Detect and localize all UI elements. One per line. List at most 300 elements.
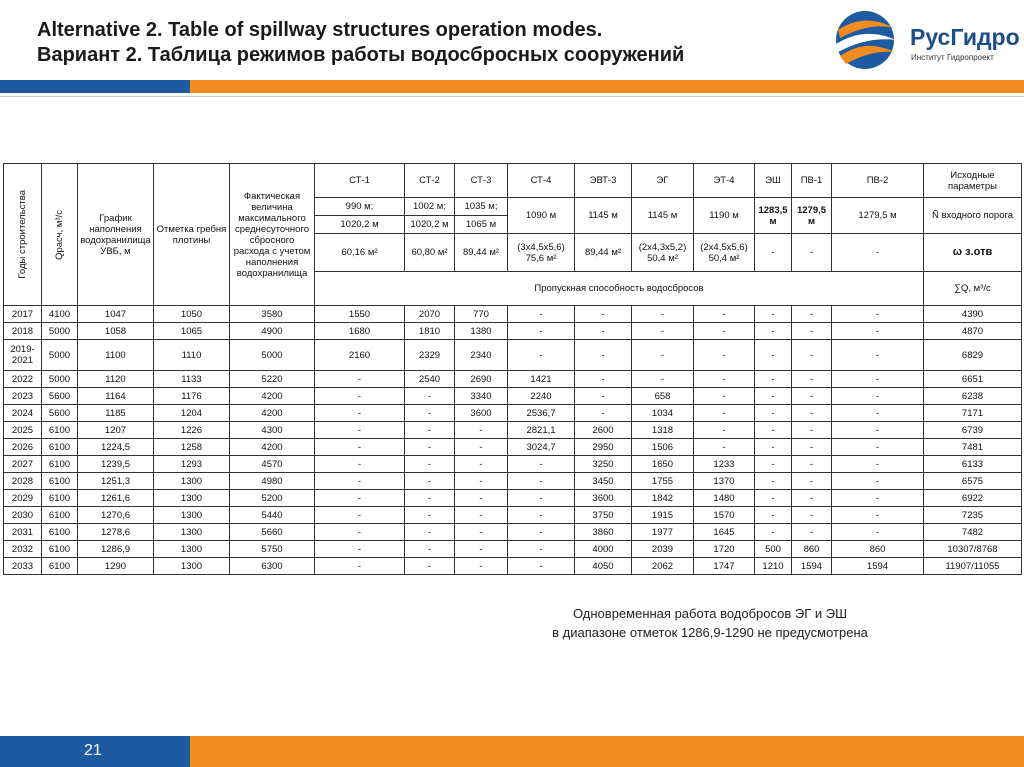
table-cell: 1224,5 [78,439,154,456]
table-cell: 1239,5 [78,456,154,473]
st2-header: СТ-2 [405,164,455,198]
esh-header: ЭШ [755,164,792,198]
st1-header: СТ-1 [315,164,405,198]
table-cell: - [575,388,632,405]
table-cell: 4200 [230,405,315,422]
table-cell: - [508,306,575,323]
table-cell: - [755,306,792,323]
pv2-area: - [832,234,924,272]
table-cell: 3250 [575,456,632,473]
table-cell: 4300 [230,422,315,439]
footnote-line-1: Одновременная работа водобросов ЭГ и ЭШ [572,606,848,621]
table-cell: - [455,490,508,507]
table-cell: 1110 [154,340,230,371]
table-cell: - [792,388,832,405]
table-cell: - [832,456,924,473]
table-cell: 5440 [230,507,315,524]
table-cell: 2025 [4,422,42,439]
table-cell: 5000 [230,340,315,371]
table-cell: 6238 [924,388,1022,405]
pv2-header: ПВ-2 [832,164,924,198]
table-cell: - [405,473,455,490]
table-cell: 1226 [154,422,230,439]
table-cell: 5220 [230,371,315,388]
table-cell: 6100 [42,473,78,490]
table-cell: - [315,507,405,524]
col-schedule-header: График наполнения водохранилища УВБ, м [78,164,154,306]
params-header: Исходные параметры [924,164,1022,198]
table-cell: - [832,439,924,456]
table-cell: - [755,524,792,541]
st1-area: 60,16 м² [315,234,405,272]
table-cell: - [632,371,694,388]
globe-logo-icon [830,8,900,72]
table-cell: 5200 [230,490,315,507]
table-cell: - [315,541,405,558]
table-cell: 1233 [694,456,755,473]
table-cell: - [405,507,455,524]
table-cell: - [792,473,832,490]
table-cell: - [508,490,575,507]
params-elev: Ñ входного порога [924,198,1022,234]
table-cell: 860 [832,541,924,558]
table-row [4,306,1022,323]
table-cell: 11907/11055 [924,558,1022,575]
table-cell: 10307/8768 [924,541,1022,558]
table-cell: - [755,371,792,388]
col-crest-header: Отметка гребня плотины [154,164,230,306]
header-color-bar [0,80,1024,93]
eg-header: ЭГ [632,164,694,198]
table-cell: 4900 [230,323,315,340]
table-cell: - [315,405,405,422]
table-cell: - [832,507,924,524]
table-cell: - [755,507,792,524]
table-cell: 6133 [924,456,1022,473]
table-cell: 2821,1 [508,422,575,439]
table-cell: 2240 [508,388,575,405]
table-cell: 7481 [924,439,1022,456]
table-cell: 770 [455,306,508,323]
table-cell: 2026 [4,439,42,456]
table-cell: - [405,388,455,405]
table-row [4,323,1022,340]
table-cell: - [315,490,405,507]
table-cell: - [832,388,924,405]
table-cell: - [694,388,755,405]
table-cell: - [508,558,575,575]
table-cell: - [315,388,405,405]
table-cell: 2029 [4,490,42,507]
eg-elev: 1145 м [632,198,694,234]
table-cell: 6100 [42,439,78,456]
table-row [4,507,1022,524]
table-cell: - [315,524,405,541]
col-year-header: Годы строительства [4,164,42,306]
table-cell: 1370 [694,473,755,490]
table-cell: 2070 [405,306,455,323]
table-cell: 5660 [230,524,315,541]
table-cell: 7235 [924,507,1022,524]
table-row [4,541,1022,558]
table-cell: - [755,439,792,456]
table-cell: 3024,7 [508,439,575,456]
evt3-area: 89,44 м² [575,234,632,272]
table-cell: - [315,422,405,439]
table-cell: - [792,524,832,541]
table-cell: 4200 [230,439,315,456]
table-cell: - [694,306,755,323]
table-cell: 1293 [154,456,230,473]
table-cell: 4870 [924,323,1022,340]
table-cell: 2690 [455,371,508,388]
table-cell: 6575 [924,473,1022,490]
table-cell: 5000 [42,340,78,371]
table-cell: - [405,541,455,558]
table-cell: 2329 [405,340,455,371]
table-cell: 2039 [632,541,694,558]
table-cell: - [508,473,575,490]
table-cell: 6100 [42,422,78,439]
table-cell: 1133 [154,371,230,388]
table-cell: - [755,340,792,371]
table-cell: - [792,306,832,323]
st4-area: (3х4,5х5,6) 75,6 м² [508,234,575,272]
table-cell: 1300 [154,541,230,558]
slide-title [37,18,684,68]
eg-area: (2х4,3х5,2) 50,4 м² [632,234,694,272]
table-cell: 3600 [455,405,508,422]
st4-elev: 1090 м [508,198,575,234]
table-row [4,524,1022,541]
table-cell: - [694,405,755,422]
col-actual-header: Фактическая величина максимального среднесуточного сбросного расхода с учетом наполнения водохранилища [230,164,315,306]
table-cell: 1278,6 [78,524,154,541]
spillway-modes-table [3,163,1022,575]
table-cell: - [755,456,792,473]
table-cell: - [508,507,575,524]
table-row [4,558,1022,575]
table-cell: - [792,323,832,340]
et4-elev: 1190 м [694,198,755,234]
table-cell: 4980 [230,473,315,490]
table-cell: 1210 [755,558,792,575]
table-cell: 5600 [42,405,78,422]
table-cell: 6739 [924,422,1022,439]
table-cell: 1300 [154,524,230,541]
table-cell: 4200 [230,388,315,405]
table-cell: - [405,524,455,541]
table-cell: 860 [792,541,832,558]
table-cell: - [508,323,575,340]
esh-area: - [755,234,792,272]
table-cell: - [832,490,924,507]
table-cell: - [508,456,575,473]
table-cell: 1480 [694,490,755,507]
table-cell: 2160 [315,340,405,371]
table-cell: - [832,340,924,371]
table-cell: - [405,405,455,422]
table-cell: 1300 [154,507,230,524]
table-cell: - [455,439,508,456]
table-cell: 1300 [154,490,230,507]
table-cell: 1251,3 [78,473,154,490]
table-cell: 6100 [42,558,78,575]
table-cell: 1594 [792,558,832,575]
table-cell: 3600 [575,490,632,507]
table-cell: 2536,7 [508,405,575,422]
table-cell: - [632,323,694,340]
pv1-header: ПВ-1 [792,164,832,198]
st3-elev1: 1035 м; [455,198,508,216]
esh-elev: 1283,5 м [755,198,792,234]
logo-subtitle: Институт Гидропроект [911,53,994,62]
table-cell: - [508,541,575,558]
table-cell: 6922 [924,490,1022,507]
table-cell: - [455,507,508,524]
table-cell: - [792,405,832,422]
table-cell: - [694,439,755,456]
table-cell: - [632,306,694,323]
table-cell: - [575,340,632,371]
table-cell: 1755 [632,473,694,490]
table-cell: - [755,405,792,422]
header-divider [0,96,1024,97]
table-cell: 1550 [315,306,405,323]
table-cell: 1270,6 [78,507,154,524]
st2-elev2: 1020,2 м [405,216,455,234]
table-cell: - [405,422,455,439]
table-cell: 1050 [154,306,230,323]
table-cell: 1120 [78,371,154,388]
table-cell: - [455,473,508,490]
table-cell: 1680 [315,323,405,340]
table-cell: 1842 [632,490,694,507]
table-cell: 1065 [154,323,230,340]
table-cell: 1380 [455,323,508,340]
table-cell: 1421 [508,371,575,388]
table-cell: 6100 [42,541,78,558]
table-cell: - [792,456,832,473]
evt3-elev: 1145 м [575,198,632,234]
table-cell: 6100 [42,507,78,524]
table-cell: - [832,323,924,340]
table-cell: 1570 [694,507,755,524]
table-cell: 1650 [632,456,694,473]
title-english: Alternative 2. Table of spillway structures operation modes. [37,19,603,41]
table-cell: 2540 [405,371,455,388]
table-cell: 4050 [575,558,632,575]
footer-bar [0,736,1024,767]
table-cell: 6100 [42,490,78,507]
pv2-elev: 1279,5 м [832,198,924,234]
st2-area: 60,80 м² [405,234,455,272]
table-cell: 1506 [632,439,694,456]
table-cell: 1300 [154,558,230,575]
table-cell: 658 [632,388,694,405]
table-cell: 6100 [42,524,78,541]
table-cell: 2032 [4,541,42,558]
table-cell: - [508,340,575,371]
table-cell: 1207 [78,422,154,439]
table-cell: 2017 [4,306,42,323]
table-cell: 2018 [4,323,42,340]
st3-area: 89,44 м² [455,234,508,272]
table-cell: 1258 [154,439,230,456]
footnote [500,604,920,642]
table-cell: - [694,340,755,371]
table-cell: 2027 [4,456,42,473]
table-cell: - [694,422,755,439]
table-cell: 1164 [78,388,154,405]
table-cell: 1261,6 [78,490,154,507]
rushydro-logo [830,8,1020,72]
table-cell: - [755,490,792,507]
table-cell: 1185 [78,405,154,422]
col-q-header: Qрасч, м³/с [42,164,78,306]
table-row [4,473,1022,490]
table-cell: - [755,388,792,405]
st3-header: СТ-3 [455,164,508,198]
table-cell: 2024 [4,405,42,422]
table-cell: - [575,306,632,323]
table-cell: - [694,371,755,388]
table-cell: - [832,422,924,439]
table-cell: 1058 [78,323,154,340]
header-row-structures [4,164,1022,198]
table-cell: 5600 [42,388,78,405]
table-cell: - [694,323,755,340]
table-cell: 1747 [694,558,755,575]
table-cell: 2031 [4,524,42,541]
table-cell: 1047 [78,306,154,323]
table-cell: - [755,473,792,490]
table-cell: - [455,541,508,558]
table-cell: - [632,340,694,371]
table-cell: 1286,9 [78,541,154,558]
table-cell: - [455,558,508,575]
et4-header: ЭТ-4 [694,164,755,198]
table-cell: 7482 [924,524,1022,541]
table-cell: - [315,558,405,575]
table-cell: - [792,439,832,456]
table-cell: 500 [755,541,792,558]
page-number: 21 [84,742,102,759]
table-cell: 7171 [924,405,1022,422]
table-cell: 1034 [632,405,694,422]
title-russian: Вариант 2. Таблица режимов работы водосбросных сооружений [37,44,685,66]
table-row [4,439,1022,456]
params-area: ω з.отв [924,234,1022,272]
pv1-area: - [792,234,832,272]
table-cell: 5750 [230,541,315,558]
table-cell: 1915 [632,507,694,524]
table-cell: 5000 [42,371,78,388]
table-row [4,371,1022,388]
table-cell: - [792,507,832,524]
table-cell: 6300 [230,558,315,575]
table-cell: 2022 [4,371,42,388]
table-cell: - [832,524,924,541]
st2-elev1: 1002 м; [405,198,455,216]
table-cell: 6829 [924,340,1022,371]
table-cell: - [832,405,924,422]
table-cell: - [315,456,405,473]
table-cell: 2600 [575,422,632,439]
table-cell: 2340 [455,340,508,371]
table-cell: 4000 [575,541,632,558]
table-cell: - [405,558,455,575]
table-cell: 3580 [230,306,315,323]
evt3-header: ЭВТ-3 [575,164,632,198]
table-cell: 3750 [575,507,632,524]
table-cell: 1176 [154,388,230,405]
st4-header: СТ-4 [508,164,575,198]
table-cell: - [455,422,508,439]
table-cell: - [755,422,792,439]
table-cell: - [792,490,832,507]
table-row [4,340,1022,371]
table-cell: - [405,490,455,507]
table-row [4,388,1022,405]
table-cell: 2950 [575,439,632,456]
st1-elev2: 1020,2 м [315,216,405,234]
table-cell: 4390 [924,306,1022,323]
table-cell: 1810 [405,323,455,340]
table-cell: - [315,439,405,456]
table-row [4,456,1022,473]
table-cell: 5000 [42,323,78,340]
table-cell: 4570 [230,456,315,473]
et4-area: (2х4,5х5,6) 50,4 м² [694,234,755,272]
pv1-elev: 1279,5 м [792,198,832,234]
table-cell: - [832,473,924,490]
table-cell: - [405,439,455,456]
table-cell: 2023 [4,388,42,405]
table-row [4,422,1022,439]
footnote-line-2: в диапазоне отметок 1286,9-1290 не предусмотрена [552,625,868,640]
table-cell: 4100 [42,306,78,323]
table-cell: 1318 [632,422,694,439]
table-cell: - [575,323,632,340]
table-cell: 6651 [924,371,1022,388]
table-cell: - [755,323,792,340]
table-cell: - [792,422,832,439]
table-cell: - [455,524,508,541]
table-body [4,306,1022,575]
st1-elev1: 990 м; [315,198,405,216]
table-cell: - [405,456,455,473]
table-cell: - [792,340,832,371]
table-cell: - [455,456,508,473]
table-cell: 2019-2021 [4,340,42,371]
table-cell: - [832,371,924,388]
table-cell: 1100 [78,340,154,371]
table-cell: 2062 [632,558,694,575]
table-cell: 2028 [4,473,42,490]
table-cell: 1645 [694,524,755,541]
st3-elev2: 1065 м [455,216,508,234]
table-cell: 2030 [4,507,42,524]
table-cell: 3340 [455,388,508,405]
table-cell: 1977 [632,524,694,541]
logo-brand-text: РусГидро [910,24,1020,50]
table-cell: 1204 [154,405,230,422]
table-cell: - [508,524,575,541]
table-cell: 1720 [694,541,755,558]
table-cell: - [575,405,632,422]
table-cell: 3860 [575,524,632,541]
